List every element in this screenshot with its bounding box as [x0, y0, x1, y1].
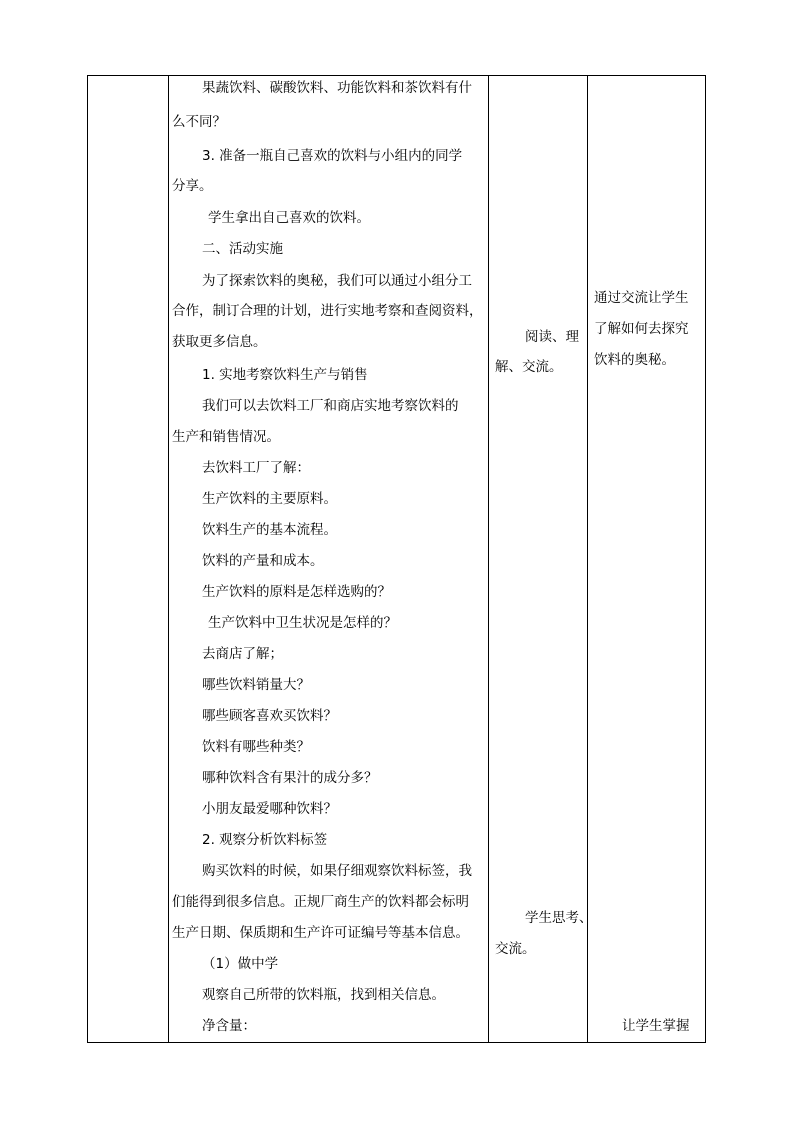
content-line: 果蔬饮料、碳酸饮料、功能饮料和茶饮料有什: [202, 80, 472, 96]
student-activity-text: 学生思考、: [525, 910, 593, 926]
student-activity-text: 交流。: [495, 941, 536, 957]
stage-cell: [88, 76, 168, 1042]
content-line: 生产和销售情况。: [172, 429, 280, 445]
content-line: 们能得到很多信息。正规厂商生产的饮料都会标明: [172, 894, 469, 910]
content-line: 二、活动实施: [202, 241, 283, 257]
content-line: 1. 实地考察饮料生产与销售: [202, 367, 368, 383]
content-line: 小朋友最爱哪种饮料？: [202, 801, 337, 817]
teaching-content-cell: [168, 76, 488, 1042]
content-line: 2. 观察分析饮料标签: [202, 832, 328, 848]
content-line: 生产饮料中卫生状况是怎样的？: [208, 615, 397, 631]
content-line: 学生拿出自己喜欢的饮料。: [208, 210, 370, 226]
content-line: 观察自己所带的饮料瓶，找到相关信息。: [202, 987, 445, 1003]
content-line: 净含量：: [202, 1018, 256, 1034]
content-line: 哪些饮料销量大？: [202, 677, 310, 693]
content-line: 生产饮料的原料是怎样选购的？: [202, 584, 391, 600]
content-line: 分享。: [172, 178, 213, 194]
content-line: 哪种饮料含有果汁的成分多？: [202, 770, 378, 786]
content-line: 饮料有哪些种类？: [202, 739, 310, 755]
content-line: 么不同？: [172, 114, 226, 130]
content-line: （1）做中学: [202, 956, 279, 972]
content-line: 饮料生产的基本流程。: [202, 522, 337, 538]
student-activity-text: 解、交流。: [495, 359, 563, 375]
content-line: 我们可以去饮料工厂和商店实地考察饮料的: [202, 398, 459, 414]
lesson-table: [87, 75, 706, 1043]
design-intent-text: 饮料的奥秘。: [594, 352, 675, 368]
content-line: 购买饮料的时候，如果仔细观察饮料标签，我: [202, 863, 472, 879]
content-line: 获取更多信息。: [172, 334, 267, 350]
content-line: 3. 准备一瓶自己喜欢的饮料与小组内的同学: [202, 148, 463, 164]
design-intent-text: 让学生掌握: [622, 1018, 690, 1034]
design-intent-text: 了解如何去探究: [594, 321, 689, 337]
design-intent-text: 通过交流让学生: [594, 290, 689, 306]
design-intent-cell: [588, 76, 706, 1042]
student-activity-text: 阅读、理: [525, 329, 579, 345]
student-activity-cell: [489, 76, 593, 1042]
content-line: 去商店了解；: [202, 646, 283, 662]
content-line: 合作，制订合理的计划，进行实地考察和查阅资料，: [172, 303, 483, 319]
content-line: 生产日期、保质期和生产许可证编号等基本信息。: [172, 925, 469, 941]
content-line: 生产饮料的主要原料。: [202, 491, 337, 507]
content-line: 为了探索饮料的奥秘，我们可以通过小组分工: [202, 273, 472, 289]
content-line: 哪些顾客喜欢买饮料？: [202, 708, 337, 724]
content-line: 饮料的产量和成本。: [202, 553, 324, 569]
content-line: 去饮料工厂了解：: [202, 460, 310, 476]
